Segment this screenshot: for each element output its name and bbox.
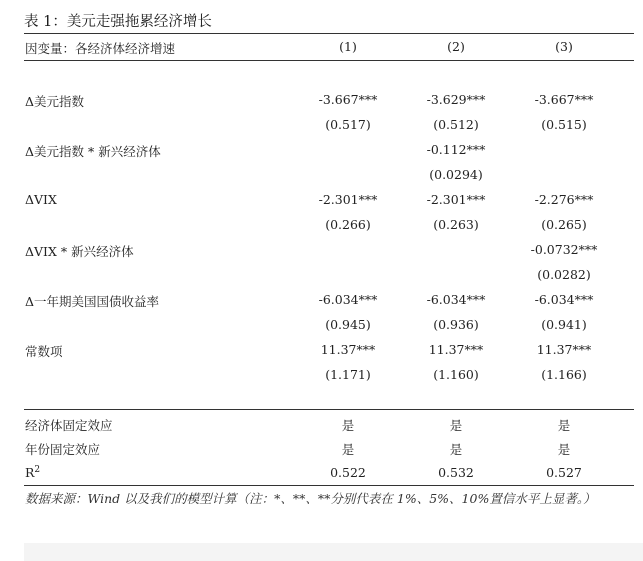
row-value-c1: -6.034*** (318, 292, 378, 307)
table-title: 表 1：美元走强拖累经济增长 (24, 14, 212, 30)
row-value-c3: -3.667*** (534, 92, 594, 107)
header-col-2: (2) (447, 39, 465, 54)
row-label: ΔVIX (25, 192, 57, 207)
r2-col-2: 0.532 (438, 465, 474, 480)
mid-rule (24, 409, 634, 410)
row-value-c2: (0.0294) (429, 167, 483, 182)
bottom-rule (24, 485, 634, 486)
row-value-c3: (1.166) (541, 367, 587, 382)
row-value-c3: -2.276*** (534, 192, 594, 207)
r2-col-1: 0.522 (330, 465, 366, 480)
row-value-c1: (0.945) (325, 317, 371, 332)
fixed-effect-value-c1: 是 (341, 418, 355, 433)
row-value-c1: -3.667*** (318, 92, 378, 107)
row-value-c3: (0.515) (541, 117, 587, 132)
row-value-c2: (1.160) (433, 367, 479, 382)
row-value-c2: (0.936) (433, 317, 479, 332)
fixed-effect-value-c2: 是 (449, 418, 463, 433)
row-value-c2: (0.263) (433, 217, 479, 232)
fixed-effect-value-c3: 是 (557, 442, 571, 457)
fixed-effect-value-c1: 是 (341, 442, 355, 457)
row-value-c2: -3.629*** (426, 92, 486, 107)
fixed-effect-value-c3: 是 (557, 418, 571, 433)
header-rule (24, 60, 634, 61)
row-value-c3: (0.265) (541, 217, 587, 232)
row-value-c3: (0.941) (541, 317, 587, 332)
row-value-c1: -2.301*** (318, 192, 378, 207)
fixed-effect-label: 年份固定效应 (25, 442, 101, 457)
row-label: Δ美元指数 * 新兴经济体 (25, 144, 161, 159)
row-label: ΔVIX * 新兴经济体 (25, 244, 134, 259)
row-value-c3: 11.37*** (536, 342, 592, 357)
header-col-3: (3) (555, 39, 573, 54)
r2-col-3: 0.527 (546, 465, 582, 480)
row-value-c1: (1.171) (325, 367, 371, 382)
row-value-c2: -0.112*** (426, 142, 486, 157)
row-value-c2: -2.301*** (426, 192, 486, 207)
row-value-c3: (0.0282) (537, 267, 591, 282)
fixed-effect-value-c2: 是 (449, 442, 463, 457)
row-label: 常数项 (25, 344, 63, 359)
row-value-c3: -0.0732*** (530, 242, 598, 257)
row-value-c2: (0.512) (433, 117, 479, 132)
row-value-c1: 11.37*** (320, 342, 376, 357)
row-value-c1: (0.266) (325, 217, 371, 232)
r2-label: $R^2$ (25, 465, 41, 481)
row-label: Δ一年期美国国债收益率 (25, 294, 160, 309)
row-value-c3: -6.034*** (534, 292, 594, 307)
row-value-c1: (0.517) (325, 117, 371, 132)
header-label: 因变量：各经济体经济增速 (25, 41, 176, 56)
top-rule (24, 33, 634, 34)
header-col-1: (1) (339, 39, 357, 54)
row-value-c2: -6.034*** (426, 292, 486, 307)
row-label: Δ美元指数 (25, 94, 85, 109)
fixed-effect-label: 经济体固定效应 (25, 418, 113, 433)
footer-bar (24, 543, 643, 561)
source-note: 数据来源：Wind 以及我们的模型计算（注：*、**、**分别代表在 1%、5%、10%置信水平上显著。） (25, 491, 596, 506)
row-value-c2: 11.37*** (428, 342, 484, 357)
